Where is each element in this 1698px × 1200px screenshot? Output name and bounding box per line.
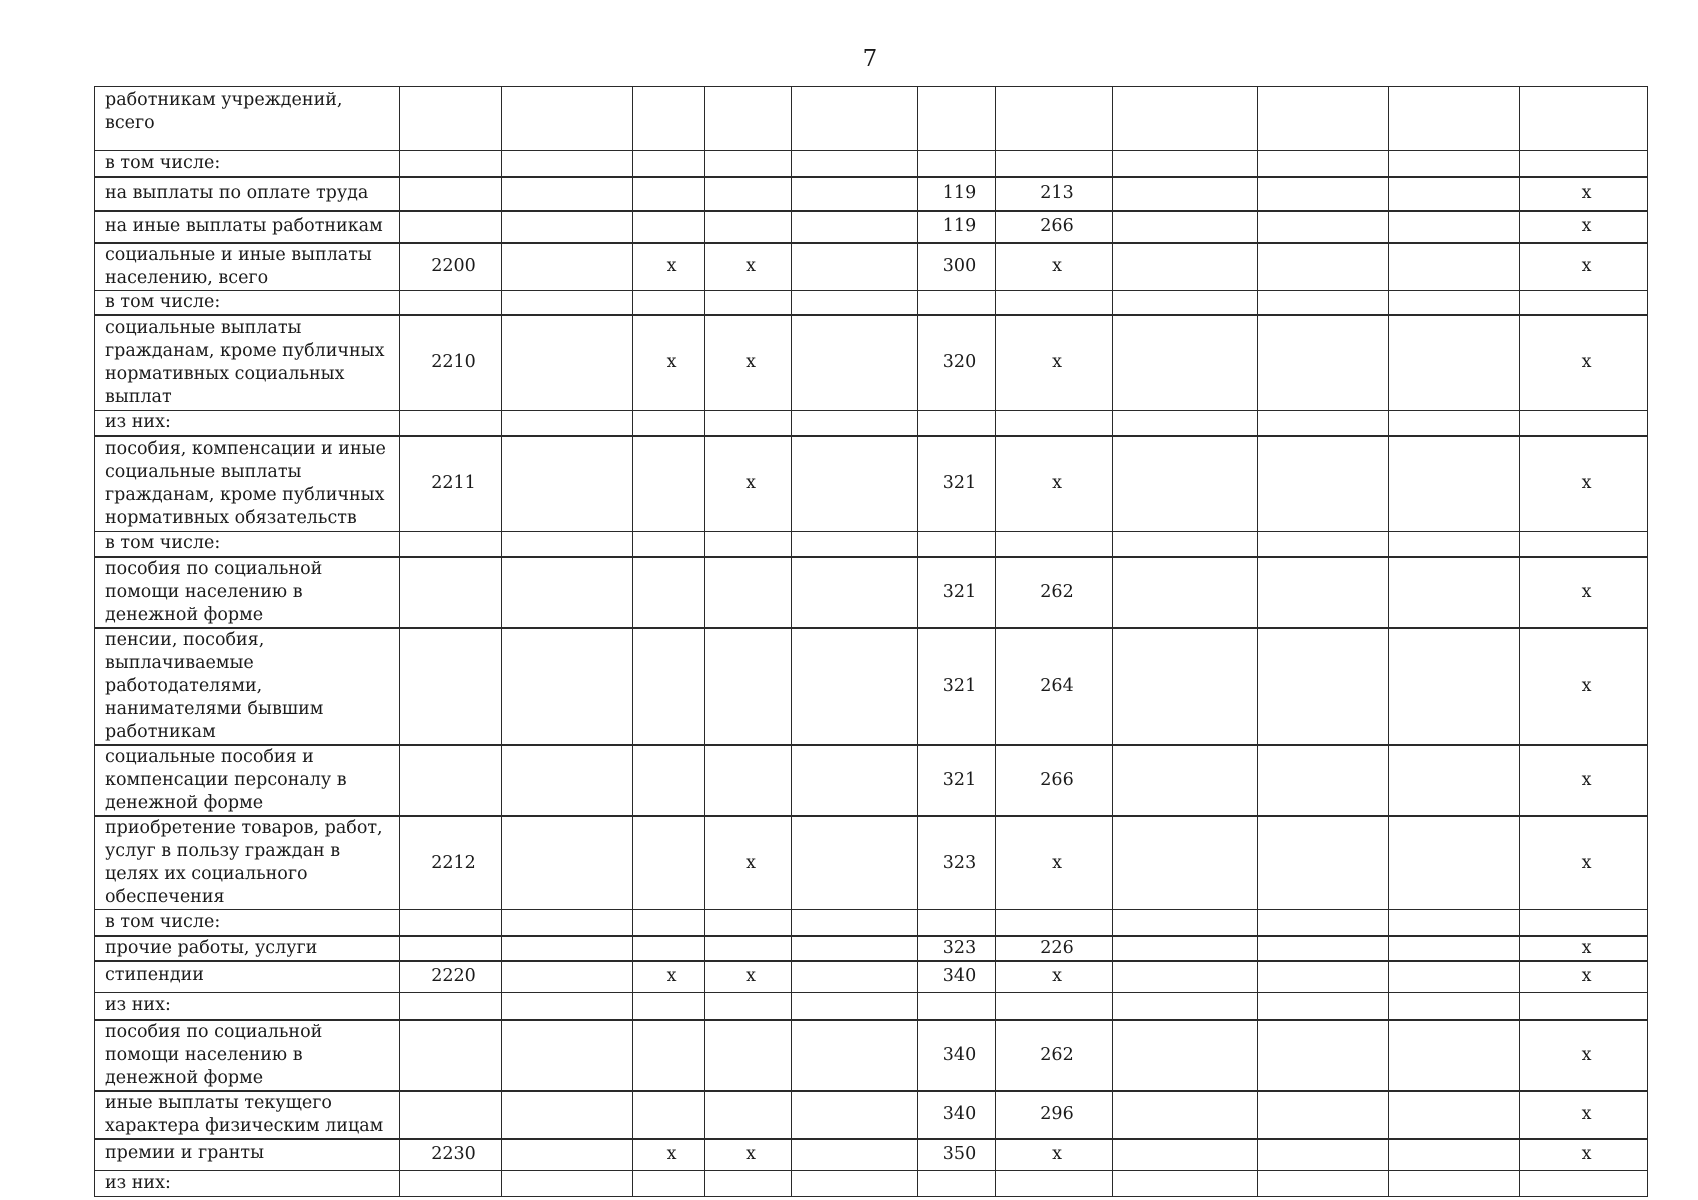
cell-c11 bbox=[1389, 1139, 1520, 1171]
cell-c3 bbox=[502, 87, 633, 151]
table-row bbox=[95, 1139, 1648, 1171]
cell-c11 bbox=[1389, 211, 1520, 243]
row-label: работникам учреждений, всего bbox=[95, 87, 400, 151]
row-label: социальные пособия и компенсации персоналу в денежной форме bbox=[95, 745, 400, 816]
cell-c10 bbox=[1258, 531, 1389, 557]
cell-c8: 296 bbox=[996, 1091, 1113, 1139]
cell-c3 bbox=[502, 816, 633, 910]
cell-c11 bbox=[1389, 243, 1520, 291]
cell-c7: 323 bbox=[918, 816, 996, 910]
row-code bbox=[400, 211, 502, 243]
table-row bbox=[95, 87, 1648, 151]
row-label: на иные выплаты работникам bbox=[95, 211, 400, 243]
cell-c12 bbox=[1520, 290, 1648, 315]
row-code: 2210 bbox=[400, 315, 502, 410]
cell-c7 bbox=[918, 993, 996, 1020]
cell-c11 bbox=[1389, 961, 1520, 993]
cell-c9 bbox=[1113, 531, 1258, 557]
cell-c11 bbox=[1389, 436, 1520, 531]
cell-c10 bbox=[1258, 436, 1389, 531]
cell-c8 bbox=[996, 87, 1113, 151]
cell-c5: x bbox=[705, 816, 792, 910]
row-code bbox=[400, 177, 502, 211]
cell-c9 bbox=[1113, 993, 1258, 1020]
row-code bbox=[400, 745, 502, 816]
row-label: социальные выплаты гражданам, кроме публичных нормативных социальных выплат bbox=[95, 315, 400, 410]
cell-c6 bbox=[792, 531, 918, 557]
cell-c4 bbox=[633, 993, 705, 1020]
cell-c9 bbox=[1113, 1139, 1258, 1171]
cell-c10 bbox=[1258, 87, 1389, 151]
cell-c10 bbox=[1258, 290, 1389, 315]
cell-c10 bbox=[1258, 1139, 1389, 1171]
cell-c5 bbox=[705, 290, 792, 315]
cell-c8 bbox=[996, 151, 1113, 177]
cell-c9 bbox=[1113, 745, 1258, 816]
cell-c7 bbox=[918, 1171, 996, 1197]
cell-c11 bbox=[1389, 290, 1520, 315]
cell-c6 bbox=[792, 177, 918, 211]
row-code bbox=[400, 410, 502, 436]
cell-c8: 226 bbox=[996, 936, 1113, 961]
cell-c8: x bbox=[996, 315, 1113, 410]
row-code: 2200 bbox=[400, 243, 502, 291]
cell-c10 bbox=[1258, 557, 1389, 628]
cell-c4 bbox=[633, 290, 705, 315]
table-row bbox=[95, 1171, 1648, 1197]
cell-c4 bbox=[633, 1171, 705, 1197]
table-row bbox=[95, 936, 1648, 961]
cell-c10 bbox=[1258, 410, 1389, 436]
table-row bbox=[95, 816, 1648, 910]
cell-c11 bbox=[1389, 1171, 1520, 1197]
cell-c12: x bbox=[1520, 177, 1648, 211]
cell-c3 bbox=[502, 1139, 633, 1171]
cell-c6 bbox=[792, 628, 918, 745]
cell-c5 bbox=[705, 993, 792, 1020]
cell-c12 bbox=[1520, 151, 1648, 177]
cell-c5: x bbox=[705, 243, 792, 291]
table-row bbox=[95, 961, 1648, 993]
cell-c9 bbox=[1113, 910, 1258, 936]
cell-c8 bbox=[996, 410, 1113, 436]
cell-c3 bbox=[502, 961, 633, 993]
cell-c3 bbox=[502, 151, 633, 177]
row-label: прочие работы, услуги bbox=[95, 936, 400, 961]
row-label: пенсии, пособия, выплачиваемые работодателями, нанимателями бывшим работникам bbox=[95, 628, 400, 745]
cell-c4 bbox=[633, 1020, 705, 1091]
cell-c7 bbox=[918, 151, 996, 177]
cell-c6 bbox=[792, 410, 918, 436]
cell-c5: x bbox=[705, 315, 792, 410]
cell-c9 bbox=[1113, 151, 1258, 177]
cell-c9 bbox=[1113, 936, 1258, 961]
cell-c4 bbox=[633, 151, 705, 177]
cell-c3 bbox=[502, 531, 633, 557]
cell-c4 bbox=[633, 557, 705, 628]
cell-c10 bbox=[1258, 243, 1389, 291]
cell-c6 bbox=[792, 243, 918, 291]
row-code: 2230 bbox=[400, 1139, 502, 1171]
cell-c4 bbox=[633, 628, 705, 745]
cell-c3 bbox=[502, 628, 633, 745]
cell-c3 bbox=[502, 936, 633, 961]
cell-c11 bbox=[1389, 410, 1520, 436]
cell-c7: 321 bbox=[918, 628, 996, 745]
cell-c4 bbox=[633, 177, 705, 211]
cell-c9 bbox=[1113, 961, 1258, 993]
cell-c5 bbox=[705, 910, 792, 936]
cell-c3 bbox=[502, 1091, 633, 1139]
cell-c3 bbox=[502, 410, 633, 436]
cell-c9 bbox=[1113, 211, 1258, 243]
cell-c5 bbox=[705, 1091, 792, 1139]
cell-c10 bbox=[1258, 993, 1389, 1020]
cell-c10 bbox=[1258, 628, 1389, 745]
cell-c7: 119 bbox=[918, 211, 996, 243]
cell-c12 bbox=[1520, 910, 1648, 936]
cell-c7 bbox=[918, 531, 996, 557]
table-row bbox=[95, 290, 1648, 315]
cell-c4: x bbox=[633, 243, 705, 291]
row-code bbox=[400, 87, 502, 151]
cell-c3 bbox=[502, 177, 633, 211]
cell-c9 bbox=[1113, 816, 1258, 910]
cell-c7: 321 bbox=[918, 436, 996, 531]
cell-c12: x bbox=[1520, 628, 1648, 745]
cell-c11 bbox=[1389, 1020, 1520, 1091]
cell-c7: 321 bbox=[918, 557, 996, 628]
row-label: приобретение товаров, работ, услуг в пользу граждан в целях их социального обеспечения bbox=[95, 816, 400, 910]
cell-c12: x bbox=[1520, 211, 1648, 243]
row-label: из них: bbox=[95, 993, 400, 1020]
cell-c12: x bbox=[1520, 436, 1648, 531]
cell-c3 bbox=[502, 557, 633, 628]
row-code bbox=[400, 151, 502, 177]
cell-c11 bbox=[1389, 1091, 1520, 1139]
cell-c10 bbox=[1258, 1091, 1389, 1139]
cell-c11 bbox=[1389, 936, 1520, 961]
cell-c5 bbox=[705, 936, 792, 961]
cell-c11 bbox=[1389, 628, 1520, 745]
cell-c8: x bbox=[996, 961, 1113, 993]
cell-c4 bbox=[633, 816, 705, 910]
cell-c4: x bbox=[633, 1139, 705, 1171]
cell-c6 bbox=[792, 557, 918, 628]
cell-c7: 119 bbox=[918, 177, 996, 211]
cell-c3 bbox=[502, 211, 633, 243]
cell-c6 bbox=[792, 436, 918, 531]
row-code bbox=[400, 557, 502, 628]
cell-c4 bbox=[633, 211, 705, 243]
cell-c4 bbox=[633, 936, 705, 961]
cell-c8 bbox=[996, 290, 1113, 315]
cell-c7 bbox=[918, 290, 996, 315]
cell-c5 bbox=[705, 628, 792, 745]
table-row bbox=[95, 177, 1648, 211]
cell-c8: 262 bbox=[996, 1020, 1113, 1091]
cell-c12: x bbox=[1520, 1020, 1648, 1091]
table-row bbox=[95, 1020, 1648, 1091]
row-code bbox=[400, 1020, 502, 1091]
cell-c7: 323 bbox=[918, 936, 996, 961]
cell-c12: x bbox=[1520, 816, 1648, 910]
cell-c7: 300 bbox=[918, 243, 996, 291]
cell-c9 bbox=[1113, 628, 1258, 745]
cell-c3 bbox=[502, 243, 633, 291]
cell-c4: x bbox=[633, 315, 705, 410]
cell-c12: x bbox=[1520, 745, 1648, 816]
cell-c6 bbox=[792, 993, 918, 1020]
cell-c4 bbox=[633, 745, 705, 816]
row-code bbox=[400, 531, 502, 557]
cell-c12: x bbox=[1520, 961, 1648, 993]
table-row bbox=[95, 243, 1648, 291]
cell-c6 bbox=[792, 816, 918, 910]
row-label: из них: bbox=[95, 1171, 400, 1197]
cell-c12: x bbox=[1520, 1139, 1648, 1171]
cell-c8 bbox=[996, 993, 1113, 1020]
row-code bbox=[400, 1171, 502, 1197]
cell-c5 bbox=[705, 211, 792, 243]
budget-table bbox=[94, 86, 1648, 1197]
cell-c12: x bbox=[1520, 315, 1648, 410]
row-code bbox=[400, 628, 502, 745]
cell-c7 bbox=[918, 910, 996, 936]
cell-c5 bbox=[705, 531, 792, 557]
cell-c10 bbox=[1258, 1171, 1389, 1197]
cell-c8: x bbox=[996, 816, 1113, 910]
cell-c10 bbox=[1258, 211, 1389, 243]
cell-c11 bbox=[1389, 315, 1520, 410]
cell-c6 bbox=[792, 1091, 918, 1139]
cell-c4 bbox=[633, 910, 705, 936]
cell-c9 bbox=[1113, 315, 1258, 410]
cell-c9 bbox=[1113, 436, 1258, 531]
cell-c6 bbox=[792, 315, 918, 410]
cell-c7 bbox=[918, 410, 996, 436]
cell-c9 bbox=[1113, 557, 1258, 628]
cell-c5: x bbox=[705, 436, 792, 531]
cell-c11 bbox=[1389, 745, 1520, 816]
cell-c5 bbox=[705, 1020, 792, 1091]
row-code bbox=[400, 290, 502, 315]
row-code: 2211 bbox=[400, 436, 502, 531]
cell-c6 bbox=[792, 745, 918, 816]
cell-c6 bbox=[792, 1139, 918, 1171]
cell-c4 bbox=[633, 410, 705, 436]
cell-c5 bbox=[705, 410, 792, 436]
cell-c7: 340 bbox=[918, 1020, 996, 1091]
cell-c8: 213 bbox=[996, 177, 1113, 211]
cell-c9 bbox=[1113, 1091, 1258, 1139]
page-number: 7 bbox=[862, 46, 878, 72]
row-label: пособия по социальной помощи населению в денежной форме bbox=[95, 557, 400, 628]
cell-c5: x bbox=[705, 961, 792, 993]
cell-c5 bbox=[705, 151, 792, 177]
cell-c5 bbox=[705, 1171, 792, 1197]
cell-c5: x bbox=[705, 1139, 792, 1171]
cell-c8 bbox=[996, 531, 1113, 557]
cell-c5 bbox=[705, 745, 792, 816]
cell-c5 bbox=[705, 557, 792, 628]
cell-c10 bbox=[1258, 816, 1389, 910]
cell-c10 bbox=[1258, 936, 1389, 961]
cell-c12 bbox=[1520, 410, 1648, 436]
cell-c9 bbox=[1113, 87, 1258, 151]
row-label: стипендии bbox=[95, 961, 400, 993]
row-label: иные выплаты текущего характера физическим лицам bbox=[95, 1091, 400, 1139]
cell-c7: 350 bbox=[918, 1139, 996, 1171]
cell-c3 bbox=[502, 993, 633, 1020]
cell-c8 bbox=[996, 910, 1113, 936]
table-row bbox=[95, 557, 1648, 628]
cell-c9 bbox=[1113, 1171, 1258, 1197]
cell-c7 bbox=[918, 87, 996, 151]
cell-c6 bbox=[792, 87, 918, 151]
row-code bbox=[400, 936, 502, 961]
cell-c4 bbox=[633, 436, 705, 531]
cell-c11 bbox=[1389, 993, 1520, 1020]
table-row bbox=[95, 436, 1648, 531]
cell-c9 bbox=[1113, 410, 1258, 436]
table-row bbox=[95, 993, 1648, 1020]
cell-c12 bbox=[1520, 1171, 1648, 1197]
row-label: пособия по социальной помощи населению в денежной форме bbox=[95, 1020, 400, 1091]
cell-c10 bbox=[1258, 910, 1389, 936]
cell-c10 bbox=[1258, 315, 1389, 410]
cell-c3 bbox=[502, 745, 633, 816]
row-code bbox=[400, 1091, 502, 1139]
cell-c12 bbox=[1520, 993, 1648, 1020]
cell-c9 bbox=[1113, 1020, 1258, 1091]
row-code bbox=[400, 993, 502, 1020]
cell-c11 bbox=[1389, 177, 1520, 211]
row-label: из них: bbox=[95, 410, 400, 436]
cell-c3 bbox=[502, 290, 633, 315]
row-label: в том числе: bbox=[95, 910, 400, 936]
cell-c8: 262 bbox=[996, 557, 1113, 628]
cell-c5 bbox=[705, 87, 792, 151]
cell-c8 bbox=[996, 1171, 1113, 1197]
row-label: социальные и иные выплаты населению, всего bbox=[95, 243, 400, 291]
cell-c12: x bbox=[1520, 936, 1648, 961]
cell-c4 bbox=[633, 531, 705, 557]
cell-c7: 340 bbox=[918, 1091, 996, 1139]
cell-c11 bbox=[1389, 87, 1520, 151]
cell-c3 bbox=[502, 315, 633, 410]
table-row bbox=[95, 910, 1648, 936]
cell-c11 bbox=[1389, 151, 1520, 177]
cell-c7: 340 bbox=[918, 961, 996, 993]
cell-c8: 266 bbox=[996, 211, 1113, 243]
cell-c11 bbox=[1389, 816, 1520, 910]
cell-c4 bbox=[633, 87, 705, 151]
row-label: в том числе: bbox=[95, 531, 400, 557]
table-body bbox=[95, 87, 1648, 1197]
cell-c9 bbox=[1113, 177, 1258, 211]
table-row bbox=[95, 745, 1648, 816]
row-label: премии и гранты bbox=[95, 1139, 400, 1171]
cell-c10 bbox=[1258, 1020, 1389, 1091]
cell-c3 bbox=[502, 1171, 633, 1197]
cell-c11 bbox=[1389, 557, 1520, 628]
cell-c3 bbox=[502, 436, 633, 531]
table-row bbox=[95, 628, 1648, 745]
cell-c12 bbox=[1520, 531, 1648, 557]
cell-c10 bbox=[1258, 151, 1389, 177]
cell-c6 bbox=[792, 151, 918, 177]
cell-c6 bbox=[792, 936, 918, 961]
cell-c8: x bbox=[996, 1139, 1113, 1171]
row-label: в том числе: bbox=[95, 290, 400, 315]
cell-c9 bbox=[1113, 290, 1258, 315]
cell-c8: 266 bbox=[996, 745, 1113, 816]
cell-c6 bbox=[792, 290, 918, 315]
cell-c10 bbox=[1258, 745, 1389, 816]
cell-c12: x bbox=[1520, 243, 1648, 291]
row-code: 2220 bbox=[400, 961, 502, 993]
table-row bbox=[95, 531, 1648, 557]
row-code bbox=[400, 910, 502, 936]
cell-c12: x bbox=[1520, 1091, 1648, 1139]
cell-c12 bbox=[1520, 87, 1648, 151]
cell-c6 bbox=[792, 1020, 918, 1091]
cell-c4 bbox=[633, 1091, 705, 1139]
row-label: на выплаты по оплате труда bbox=[95, 177, 400, 211]
cell-c7: 320 bbox=[918, 315, 996, 410]
cell-c5 bbox=[705, 177, 792, 211]
table-row bbox=[95, 315, 1648, 410]
cell-c9 bbox=[1113, 243, 1258, 291]
row-code: 2212 bbox=[400, 816, 502, 910]
cell-c12: x bbox=[1520, 557, 1648, 628]
cell-c3 bbox=[502, 1020, 633, 1091]
cell-c10 bbox=[1258, 177, 1389, 211]
cell-c8: x bbox=[996, 436, 1113, 531]
cell-c10 bbox=[1258, 961, 1389, 993]
row-label: в том числе: bbox=[95, 151, 400, 177]
cell-c6 bbox=[792, 211, 918, 243]
table-row bbox=[95, 410, 1648, 436]
cell-c11 bbox=[1389, 910, 1520, 936]
cell-c8: x bbox=[996, 243, 1113, 291]
table-row bbox=[95, 211, 1648, 243]
cell-c6 bbox=[792, 1171, 918, 1197]
table-row bbox=[95, 1091, 1648, 1139]
cell-c8: 264 bbox=[996, 628, 1113, 745]
cell-c7: 321 bbox=[918, 745, 996, 816]
cell-c6 bbox=[792, 961, 918, 993]
row-label: пособия, компенсации и иные социальные выплаты гражданам, кроме публичных нормативных обязательств bbox=[95, 436, 400, 531]
table-row bbox=[95, 151, 1648, 177]
cell-c6 bbox=[792, 910, 918, 936]
cell-c4: x bbox=[633, 961, 705, 993]
cell-c3 bbox=[502, 910, 633, 936]
cell-c11 bbox=[1389, 531, 1520, 557]
